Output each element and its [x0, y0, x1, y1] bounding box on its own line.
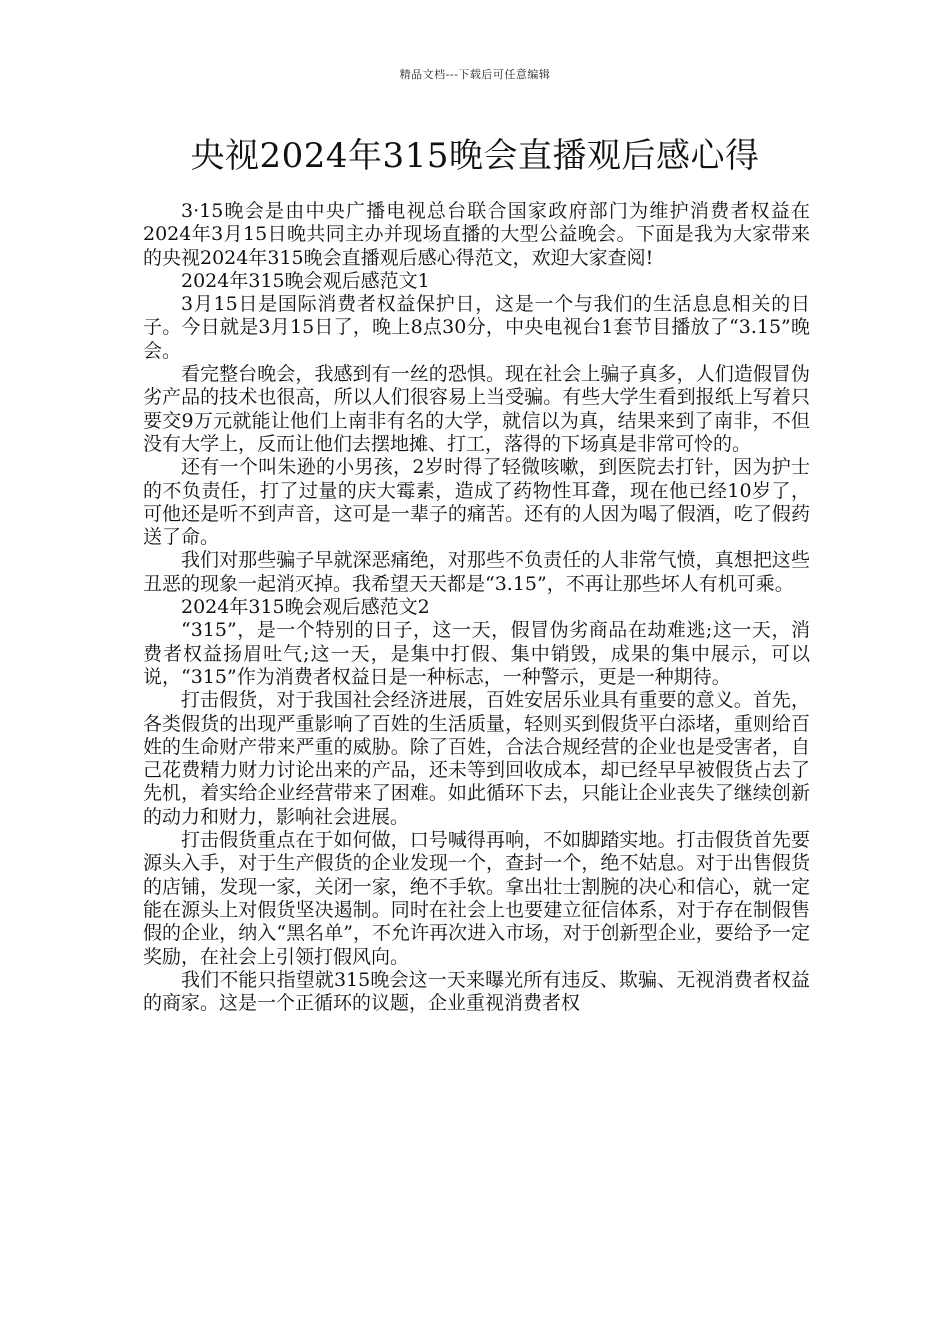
- paragraph-intro: 3·15晚会是由中央广播电视总台联合国家政府部门为维护消费者权益在2024年3月15日晚共同主办并现场直播的大型公益晚会。下面是我为大家带来的央视2024年315晚会直播观后感心得范文，欢迎大家查阅!: [143, 200, 810, 269]
- document-title: 央视2024年315晚会直播观后感心得: [190, 136, 760, 176]
- document-body: [143, 200, 810, 1015]
- section-heading-1: 2024年315晚会观后感范文1: [181, 269, 430, 292]
- paragraph: 我们对那些骗子早就深恶痛绝，对那些不负责任的人非常气愤，真想把这些丑恶的现象一起消灭掉。我希望天天都是“3.15”，不再让那些坏人有机可乘。: [143, 549, 810, 595]
- paragraph: 还有一个叫朱逊的小男孩，2岁时得了轻微咳嗽，到医院去打针，因为护士的不负责任，打了过量的庆大霉素，造成了药物性耳聋，现在他已经10岁了，可他还是听不到声音，这可是一辈子的痛苦。还有的人因为喝了假酒，吃了假药送了命。: [143, 456, 810, 549]
- section-heading-2: 2024年315晚会观后感范文2: [181, 596, 430, 619]
- paragraph: 打击假货，对于我国社会经济进展，百姓安居乐业具有重要的意义。首先，各类假货的出现严重影响了百姓的生活质量，轻则买到假货平白添堵，重则给百姓的生命财产带来严重的威胁。除了百姓，合法合规经营的企业也是受害者，自己花费精力财力讨论出来的产品，还未等到回收成本，却已经早早被假货占去了先机，着实给企业经营带来了困难。如此循环下去，只能让企业丧失了继续创新的动力和财力，影响社会进展。: [143, 689, 810, 828]
- paragraph: 打击假货重点在于如何做，口号喊得再响，不如脚踏实地。打击假货首先要源头入手，对于生产假货的企业发现一个，查封一个，绝不姑息。对于出售假货的店铺，发现一家，关闭一家，绝不手软。拿出壮士割腕的决心和信心，就一定能在源头上对假货坚决遏制。同时在社会上也要建立征信体系，对于存在制假售假的企业，纳入“黑名单”，不允许再次进入市场，对于创新型企业，要给予一定奖励，在社会上引领打假风向。: [143, 829, 810, 968]
- paragraph: 看完整台晚会，我感到有一丝的恐惧。现在社会上骗子真多，人们造假冒伪劣产品的技术也很高，所以人们很容易上当受骗。有些大学生看到报纸上写着只要交9万元就能让他们上南非有名的大学，就信以为真，结果来到了南非，不但没有大学上，反而让他们去摆地摊、打工，落得的下场真是非常可怜的。: [143, 363, 810, 455]
- paragraph: 3月15日是国际消费者权益保护日，这是一个与我们的生活息息相关的日子。今日就是3月15日了，晚上8点30分，中央电视台1套节目播放了“3.15”晚会。: [143, 293, 810, 362]
- paragraph: 我们不能只指望就315晚会这一天来曝光所有违反、欺骗、无视消费者权益的商家。这是一个正循环的议题，企业重视消费者权: [143, 968, 810, 1015]
- paragraph: “315”，是一个特别的日子，这一天，假冒伪劣商品在劫难逃;这一天，消费者权益扬眉吐气;这一天，是集中打假、集中销毁，成果的集中展示，可以说，“315”作为消费者权益日是一种标志，一种警示，更是一种期待。: [143, 619, 810, 688]
- header-note: 精品文档---下载后可任意编辑: [399, 68, 551, 81]
